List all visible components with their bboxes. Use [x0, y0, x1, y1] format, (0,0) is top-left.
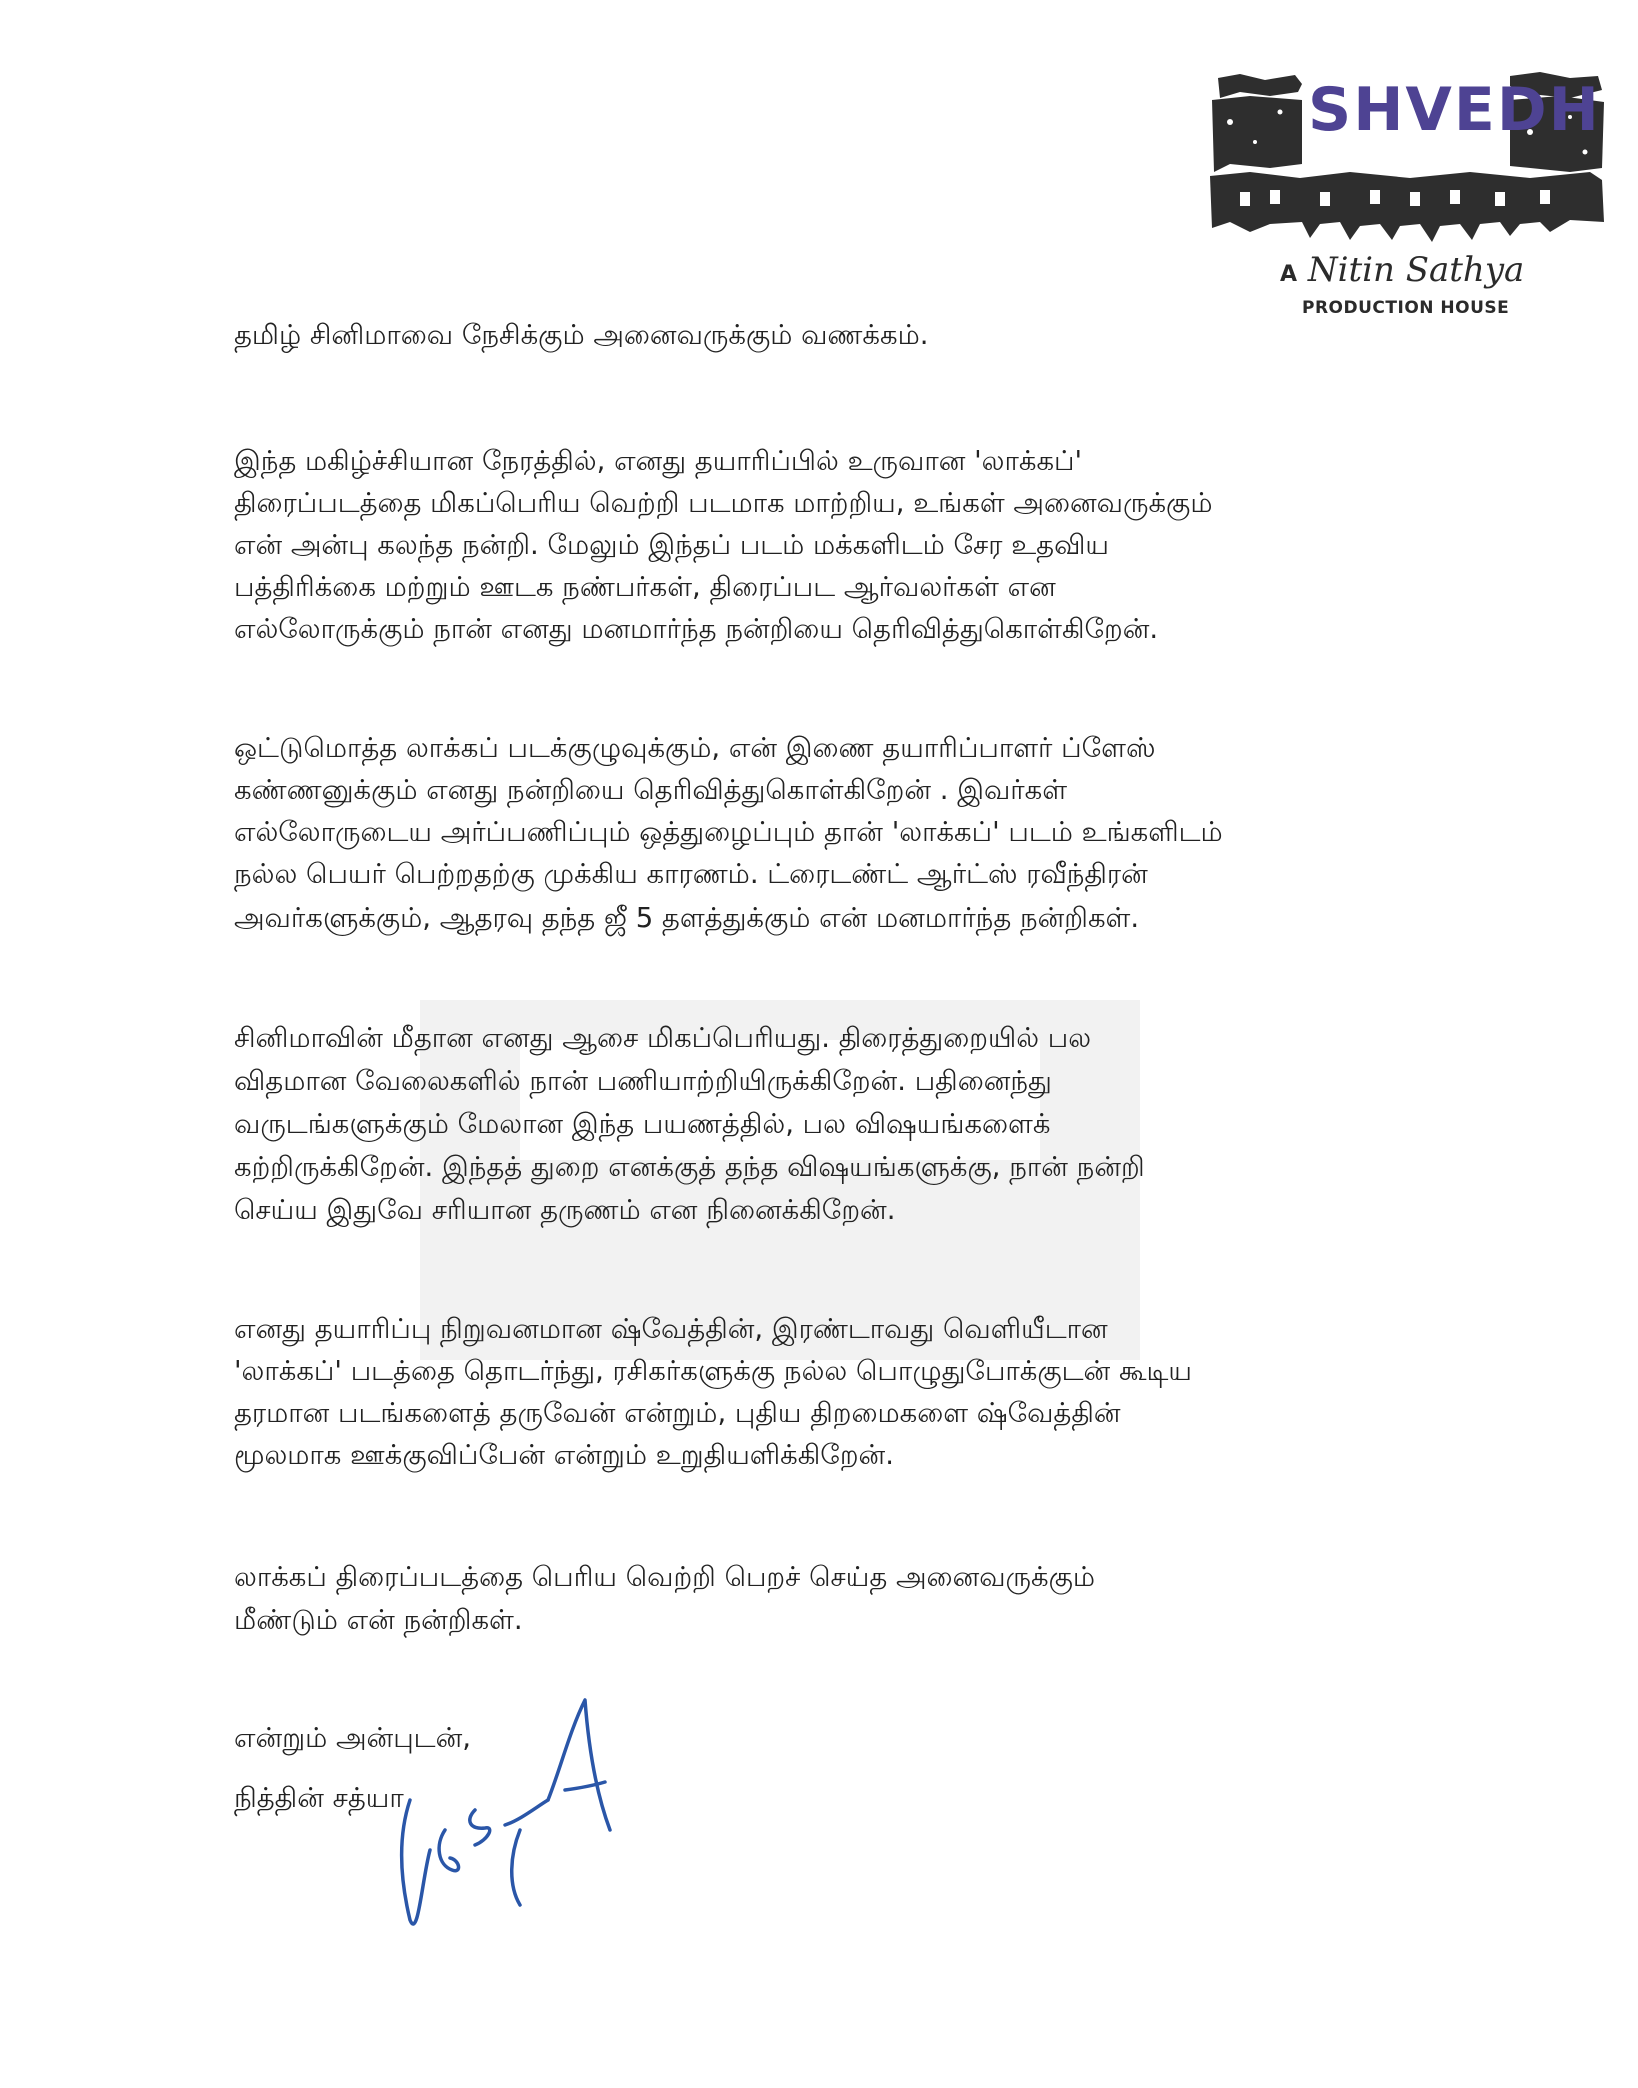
closing: என்றும் அன்புடன், — [234, 1722, 471, 1754]
paragraph-2-line: அவர்களுக்கும், ஆதரவு தந்த ஜீ 5 தளத்துக்கும் என் மனமார்ந்த நன்றிகள். — [234, 902, 1140, 934]
paragraph-1-line: எல்லோருக்கும் நான் எனது மனமார்ந்த நன்றியை தெரிவித்துகொள்கிறேன். — [234, 613, 1159, 645]
logo-tagline-prefix: A — [1280, 262, 1298, 287]
paragraph-3-line: விதமான வேலைகளில் நான் பணியாற்றியிருக்கிறேன். பதினைந்து — [234, 1065, 1052, 1097]
paragraph-1-line: திரைப்படத்தை மிகப்பெரிய வெற்றி படமாக மாற்றிய, உங்கள் அனைவருக்கும் — [234, 487, 1213, 519]
greeting: தமிழ் சினிமாவை நேசிக்கும் அனைவருக்கும் வணக்கம். — [234, 319, 929, 351]
paragraph-4-line: மூலமாக ஊக்குவிப்பேன் என்றும் உறுதியளிக்கிறேன். — [234, 1439, 894, 1471]
logo-subtitle: PRODUCTION HOUSE — [1302, 298, 1510, 318]
paragraph-4-line: எனது தயாரிப்பு நிறுவனமான ஷ்வேத்தின், இரண்டாவது வெளியீடான — [234, 1313, 1108, 1345]
paragraph-1-line: என் அன்பு கலந்த நன்றி. மேலும் இந்தப் படம் மக்களிடம் சேர உதவிய — [234, 529, 1109, 561]
paragraph-1-line: இந்த மகிழ்ச்சியான நேரத்தில், எனது தயாரிப்பில் உருவான 'லாக்கப்' — [234, 445, 1083, 477]
paragraph-3-line: கற்றிருக்கிறேன். இந்தத் துறை எனக்குத் தந்த விஷயங்களுக்கு, நான் நன்றி — [234, 1151, 1145, 1183]
paragraph-2-line: எல்லோருடைய அர்ப்பணிப்பும் ஒத்துழைப்பும் தான் 'லாக்கப்' படம் உங்களிடம் — [234, 816, 1223, 848]
paragraph-3-line: வருடங்களுக்கும் மேலான இந்த பயணத்தில், பல விஷயங்களைக் — [234, 1108, 1051, 1140]
paragraph-4-line: 'லாக்கப்' படத்தை தொடர்ந்து, ரசிகர்களுக்கு நல்ல பொழுதுபோக்குடன் கூடிய — [234, 1355, 1193, 1387]
signatory-name: நித்தின் சத்யா — [234, 1782, 404, 1814]
paragraph-5-line: லாக்கப் திரைப்படத்தை பெரிய வெற்றி பெறச் செய்த அனைவருக்கும் — [234, 1561, 1096, 1593]
paragraph-3-line: சினிமாவின் மீதான எனது ஆசை மிகப்பெரியது. திரைத்துறையில் பல — [234, 1022, 1092, 1054]
paragraph-4-line: தரமான படங்களைத் தருவேன் என்றும், புதிய திறமைகளை ஷ்வேத்தின் — [234, 1397, 1121, 1429]
shvedh-logo — [1210, 72, 1605, 322]
paragraph-2-line: கண்ணனுக்கும் எனது நன்றியை தெரிவித்துகொள்கிறேன் . இவர்கள் — [234, 774, 1068, 806]
logo-signature-name: Nitin Sathya — [1307, 250, 1525, 290]
paragraph-1-line: பத்திரிக்கை மற்றும் ஊடக நண்பர்கள், திரைப்பட ஆர்வலர்கள் என — [234, 571, 1056, 603]
logo-signature — [1280, 250, 1524, 290]
paragraph-3-line: செய்ய இதுவே சரியான தருணம் என நினைக்கிறேன். — [234, 1194, 896, 1226]
paragraph-2-line: நல்ல பெயர் பெற்றதற்கு முக்கிய காரணம். ட்ரைடண்ட் ஆர்ட்ஸ் ரவீந்திரன் — [234, 858, 1148, 890]
handwritten-signature — [370, 1680, 630, 1950]
paragraph-2-line: ஒட்டுமொத்த லாக்கப் படக்குழுவுக்கும், என் இணை தயாரிப்பாளர் ப்ளேஸ் — [234, 732, 1156, 764]
brand-name: SHVEDH — [1308, 75, 1601, 145]
paragraph-5-line: மீண்டும் என் நன்றிகள். — [234, 1604, 523, 1636]
